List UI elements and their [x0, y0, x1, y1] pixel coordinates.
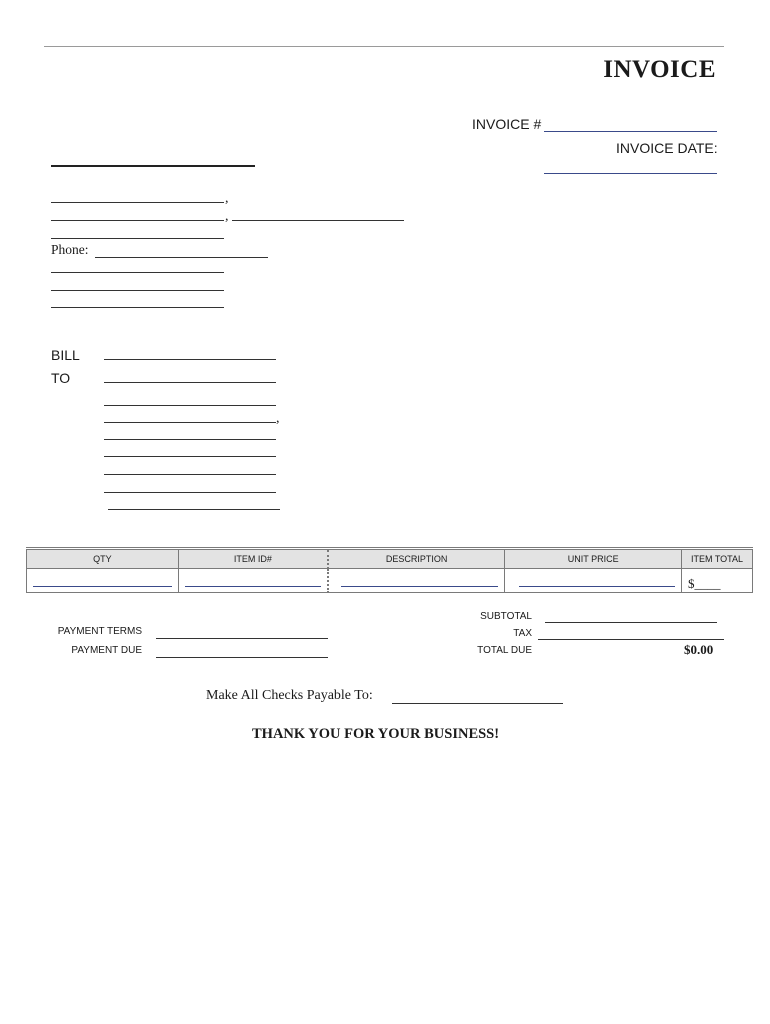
bill-to-company-field[interactable] [104, 382, 276, 383]
bill-to-city-field[interactable] [104, 422, 276, 423]
top-divider [44, 46, 724, 47]
sender-state-zip-field[interactable] [232, 220, 404, 221]
bill-to-name-field[interactable] [104, 359, 276, 360]
bill-to-line-6-field[interactable] [104, 456, 276, 457]
table-row [27, 569, 753, 593]
bill-to-line-5-field[interactable] [104, 439, 276, 440]
column-header-unit-price: UNIT PRICE [505, 549, 682, 569]
invoice-number-field[interactable] [544, 131, 717, 132]
thank-you-message: THANK YOU FOR YOUR BUSINESS! [252, 726, 500, 742]
column-header-item-total: ITEM TOTAL [682, 549, 753, 569]
bill-to-label-line1: BILL [51, 347, 80, 363]
bill-to-line-8-field[interactable] [104, 492, 276, 493]
items-header-row [27, 549, 753, 569]
qty-cell[interactable] [27, 569, 179, 593]
bill-to-label-line2: TO [51, 370, 71, 386]
total-due-label: TOTAL DUE [477, 645, 532, 656]
unit-price-cell[interactable] [505, 569, 682, 593]
sender-city-field[interactable] [51, 220, 224, 221]
checks-payable-field[interactable] [392, 703, 563, 704]
invoice-title: INVOICE [603, 56, 716, 83]
subtotal-field[interactable] [545, 622, 717, 623]
column-header-qty: QTY [27, 549, 179, 569]
bill-to-line-7-field[interactable] [104, 474, 276, 475]
sender-line-7-field[interactable] [51, 307, 224, 308]
tax-label: TAX [513, 628, 532, 639]
checks-payable-label: Make All Checks Payable To: [206, 688, 373, 703]
total-due-value: $0.00 [684, 642, 714, 657]
payment-terms-field[interactable] [156, 638, 328, 639]
invoice-date-field[interactable] [544, 173, 717, 174]
invoice-date-label: INVOICE DATE: [616, 140, 718, 156]
column-header-item-id: ITEM ID# [178, 549, 328, 569]
payment-due-field[interactable] [156, 657, 328, 658]
bill-to-comma: , [276, 411, 280, 426]
city-comma: , [225, 209, 229, 224]
items-table [26, 547, 753, 593]
phone-label: Phone: [51, 242, 89, 257]
phone-field[interactable] [95, 257, 268, 258]
sender-line-3-field[interactable] [51, 238, 224, 239]
column-header-description: DESCRIPTION [328, 549, 505, 569]
payment-due-label: PAYMENT DUE [71, 645, 142, 656]
description-cell[interactable] [328, 569, 505, 593]
address-comma: , [225, 191, 229, 206]
sender-address-field[interactable] [51, 202, 224, 203]
item-id-cell[interactable] [178, 569, 328, 593]
payment-terms-label: PAYMENT TERMS [57, 626, 142, 637]
item-total-cell: $____ [682, 569, 753, 593]
tax-field[interactable] [538, 639, 724, 640]
company-name-field[interactable] [51, 165, 255, 167]
sender-line-5-field[interactable] [51, 272, 224, 273]
sender-line-6-field[interactable] [51, 290, 224, 291]
bill-to-line-9-field[interactable] [108, 509, 280, 510]
bill-to-address-field[interactable] [104, 405, 276, 406]
invoice-number-label: INVOICE # [472, 116, 542, 132]
subtotal-label: SUBTOTAL [480, 611, 532, 622]
